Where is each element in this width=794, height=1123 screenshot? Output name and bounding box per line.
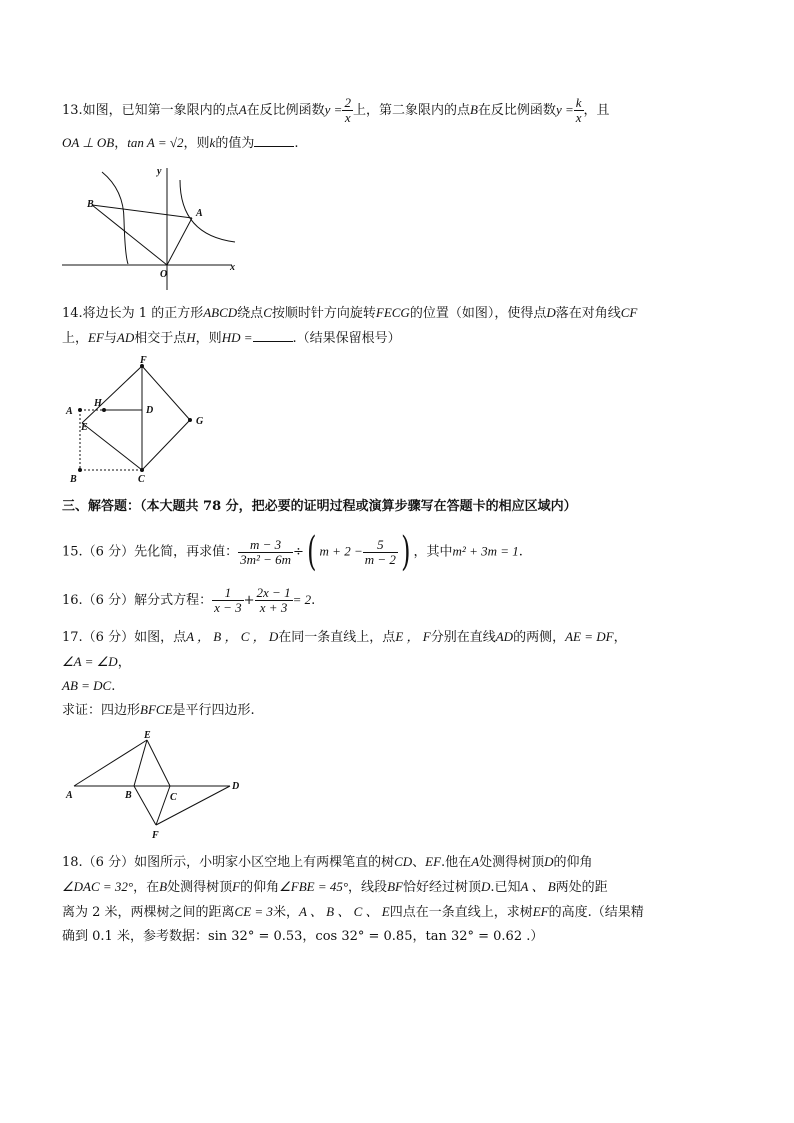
- q16-end: .: [311, 593, 316, 608]
- q18-line1: [62, 853, 593, 872]
- q13-text: ，且: [583, 103, 610, 118]
- q17-label-f: F: [152, 830, 159, 841]
- q13-k: k: [209, 135, 216, 150]
- q18-text: ，线段: [348, 880, 388, 895]
- q17-ae-df: AE = DF: [565, 629, 614, 644]
- q17-text: 求证：四边形: [62, 703, 141, 718]
- q15-text: 15.（6 分）先化简，再求值：: [62, 544, 239, 560]
- q13-segment-ba: [92, 205, 192, 218]
- q14-line2: [62, 329, 401, 348]
- q18-text: 18.（6 分）如图所示，小明家小区空地上有两棵笔直的树: [62, 855, 395, 870]
- q14-text: ，则: [195, 331, 222, 346]
- q15-num2: 5: [363, 538, 398, 553]
- q18-text: 处测得树顶: [167, 880, 233, 895]
- q17-segment-ec: [147, 740, 170, 786]
- q14-label-h: H: [94, 398, 102, 409]
- q13-end: .: [294, 136, 299, 151]
- q17-text: .: [111, 679, 116, 694]
- q14-label-c: C: [138, 474, 145, 485]
- q18-text: 处测得树顶: [479, 855, 545, 870]
- q15-den: 3m² − 6m: [240, 551, 292, 567]
- q15-line: [62, 529, 523, 575]
- q13-perp: OA ⊥ OB: [62, 135, 115, 150]
- q13-label-b: B: [87, 199, 94, 210]
- q13-den: x: [344, 110, 351, 125]
- q14-hd: HD =: [221, 330, 253, 345]
- q14-gc: [142, 420, 190, 470]
- q18-text: 的仰角: [553, 855, 593, 870]
- q18-b: B: [159, 879, 168, 894]
- q16-num1: 1: [212, 586, 244, 601]
- q14-text: 按顺时针方向旋转: [271, 306, 376, 321]
- q15-fraction-1: [238, 538, 293, 567]
- q13-label-x: x: [230, 262, 235, 273]
- q17-text: 是平行四边形.: [172, 703, 255, 718]
- q18-text: 恰好经过树顶: [402, 880, 481, 895]
- q18-text: .他在: [441, 855, 472, 870]
- q13-point-a: A: [238, 102, 247, 117]
- q16-line: [62, 586, 315, 615]
- q15-text: ，其中: [413, 544, 453, 560]
- q18-f: F: [232, 879, 241, 894]
- q17-segment-bf: [134, 786, 156, 825]
- q18-line4: 确到 0.1 米，参考数据：sin 32° = 0.53，cos 32° = 0.85，tan 32° = 0.62 .）: [62, 929, 544, 944]
- q13-text: 上，第二象限内的点: [352, 103, 470, 118]
- q18-text: 米，: [272, 905, 299, 920]
- q18-text: 的仰角: [240, 880, 280, 895]
- q18-text: 四点在一条直线上，求树: [389, 905, 533, 920]
- q18-bf: BF: [387, 879, 403, 894]
- q13-fraction-1: [342, 96, 353, 125]
- q13-y2: y =: [555, 102, 574, 117]
- q17-line4: [62, 701, 255, 720]
- q15-mid: m + 2 −: [319, 543, 363, 559]
- q14-label-d: D: [146, 405, 154, 416]
- q17-label-b: B: [125, 790, 132, 801]
- q15-end: .: [518, 544, 523, 560]
- q14-label-e: E: [81, 422, 88, 433]
- q18-text: ，在: [133, 880, 160, 895]
- q14-label-a: A: [66, 406, 73, 417]
- q18-text: 离为 2 米，两棵树之间的距离: [62, 905, 235, 920]
- q16-plus: +: [243, 593, 255, 608]
- q18-ef2: EF: [532, 904, 549, 919]
- q18-line3: [62, 903, 644, 922]
- q13-text: 的值为: [215, 136, 255, 151]
- q16-num2: 2x − 1: [256, 585, 291, 600]
- q18-angle-dac: ∠DAC = 32°: [62, 879, 134, 894]
- q14-label-b: B: [70, 474, 77, 485]
- q17-text: ，: [117, 655, 131, 670]
- q13-text: 13.如图，已知第一象限内的点: [62, 103, 239, 118]
- q14-text: 与: [103, 331, 117, 346]
- q14-text: 上，: [62, 331, 89, 346]
- q14-cf: CF: [620, 305, 638, 320]
- q14-ec: [82, 423, 142, 470]
- q14-point-h: [102, 408, 106, 412]
- q17-figure: [62, 728, 247, 843]
- q14-text: .（结果保留根号）: [292, 331, 401, 346]
- q14-ef: EF: [88, 330, 104, 345]
- q15-paren-left: (: [307, 529, 317, 575]
- q15-div: ÷: [293, 544, 304, 560]
- q13-text: ，: [114, 136, 128, 151]
- q13-num-k: k: [575, 95, 582, 110]
- q14-point-g: [188, 418, 192, 422]
- q13-text: 在反比例函数: [246, 103, 325, 118]
- q14-text: 绕点: [237, 306, 264, 321]
- q16-fraction-2: [255, 586, 293, 615]
- q17-angles: ∠A = ∠D: [62, 654, 118, 669]
- q17-points: A ， B ， C ， D: [186, 629, 279, 644]
- q16-den2: x + 3: [259, 600, 288, 615]
- q18-text: 两处的距: [555, 880, 608, 895]
- q14-ad: AD: [116, 330, 135, 345]
- q18-text: 的高度.（结果精: [548, 905, 644, 920]
- q13-num: 2: [344, 95, 351, 110]
- q13-curve-right: [180, 180, 235, 242]
- q18-d: D: [544, 854, 554, 869]
- q13-tan: tan A = √2: [127, 135, 184, 150]
- q18-text: 、: [412, 855, 426, 870]
- q13-point-b: B: [469, 102, 478, 117]
- q13-line2: [62, 134, 298, 153]
- q17-text: 17.（6 分）如图，点: [62, 630, 187, 645]
- q16-den1: x − 3: [214, 600, 242, 615]
- q18-line2: [62, 878, 608, 897]
- q14-label-f: F: [140, 355, 147, 366]
- q18-angle-fbe: ∠FBE = 45°: [279, 879, 349, 894]
- q15-den2: m − 2: [364, 551, 396, 567]
- q18-ce: CE = 3: [234, 904, 273, 919]
- q18-ab: A 、 B: [520, 879, 556, 894]
- q13-answer-blank: [254, 134, 294, 147]
- q17-segment-df: [156, 786, 230, 825]
- q14-point-c: [140, 468, 144, 472]
- q17-bfce: BFCE: [140, 702, 173, 717]
- q14-fe: [82, 366, 142, 423]
- q13-label-o: O: [160, 269, 168, 280]
- q14-text: 落在对角线: [555, 306, 621, 321]
- q13-label-a: A: [196, 208, 203, 219]
- q15-num: m − 3: [238, 538, 293, 553]
- q17-text: 在同一条直线上，点: [278, 630, 396, 645]
- q17-text: ，: [613, 630, 627, 645]
- q14-text: 的位置（如图），使得点: [409, 306, 547, 321]
- q17-line3: [62, 677, 115, 696]
- q14-text: 14.将边长为 1 的正方形: [62, 306, 204, 321]
- q17-label-e: E: [144, 730, 151, 741]
- q15-cond: m² + 3m = 1: [452, 543, 519, 559]
- q13-segment-bo: [92, 205, 167, 265]
- q18-a: A: [471, 854, 480, 869]
- q13-y: y =: [324, 102, 343, 117]
- q16-fraction-1: [212, 586, 244, 615]
- q14-fecg: FECG: [375, 305, 410, 320]
- q17-text: 的两侧，: [513, 630, 566, 645]
- q14-c: C: [263, 305, 272, 320]
- q17-label-d: D: [232, 781, 240, 792]
- q14-text: 相交于点: [134, 331, 187, 346]
- q14-answer-blank: [253, 329, 293, 342]
- q17-ab-dc: AB = DC: [62, 678, 112, 693]
- q13-text: 在反比例函数: [477, 103, 556, 118]
- q14-line1: [62, 304, 637, 323]
- section-heading: 三、解答题：（本大题共 78 分，把必要的证明过程或演算步骤写在答题卡的相应区域内）: [62, 499, 577, 514]
- q18-ef: EF: [425, 854, 442, 869]
- q13-fraction-2: [574, 96, 584, 125]
- q17-label-a: A: [66, 790, 73, 801]
- q14-figure: [62, 355, 222, 488]
- q17-text: 分别在直线: [430, 630, 496, 645]
- q13-curve-left: [102, 172, 128, 264]
- q17-line2: [62, 653, 131, 672]
- q17-ef: E ， F: [395, 629, 431, 644]
- q14-h: H: [186, 330, 196, 345]
- q14-point-a: [78, 408, 82, 412]
- q14-d: D: [546, 305, 556, 320]
- q13-segment-ao: [167, 218, 192, 265]
- q18-d2: D: [480, 879, 491, 894]
- q14-label-g: G: [196, 416, 204, 427]
- q18-abce: A 、 B 、 C 、 E: [298, 904, 390, 919]
- q13-den-x: x: [575, 110, 582, 125]
- q13-figure: [62, 160, 242, 295]
- q14-abcd: ABCD: [203, 305, 238, 320]
- q15-fraction-2: [363, 538, 398, 567]
- q13-text: ，则: [183, 136, 210, 151]
- q17-ad: AD: [495, 629, 514, 644]
- q17-label-c: C: [170, 792, 177, 803]
- q16-rhs: = 2: [292, 592, 312, 607]
- q18-text: .已知: [490, 880, 521, 895]
- q15-paren-right: ): [401, 529, 411, 575]
- q18-cd: CD: [394, 854, 413, 869]
- q16-text: 16.（6 分）解分式方程：: [62, 593, 213, 608]
- q13-label-y: y: [157, 166, 162, 177]
- q13-line1: [62, 96, 610, 125]
- q14-point-b: [78, 468, 82, 472]
- q17-line1: [62, 628, 627, 647]
